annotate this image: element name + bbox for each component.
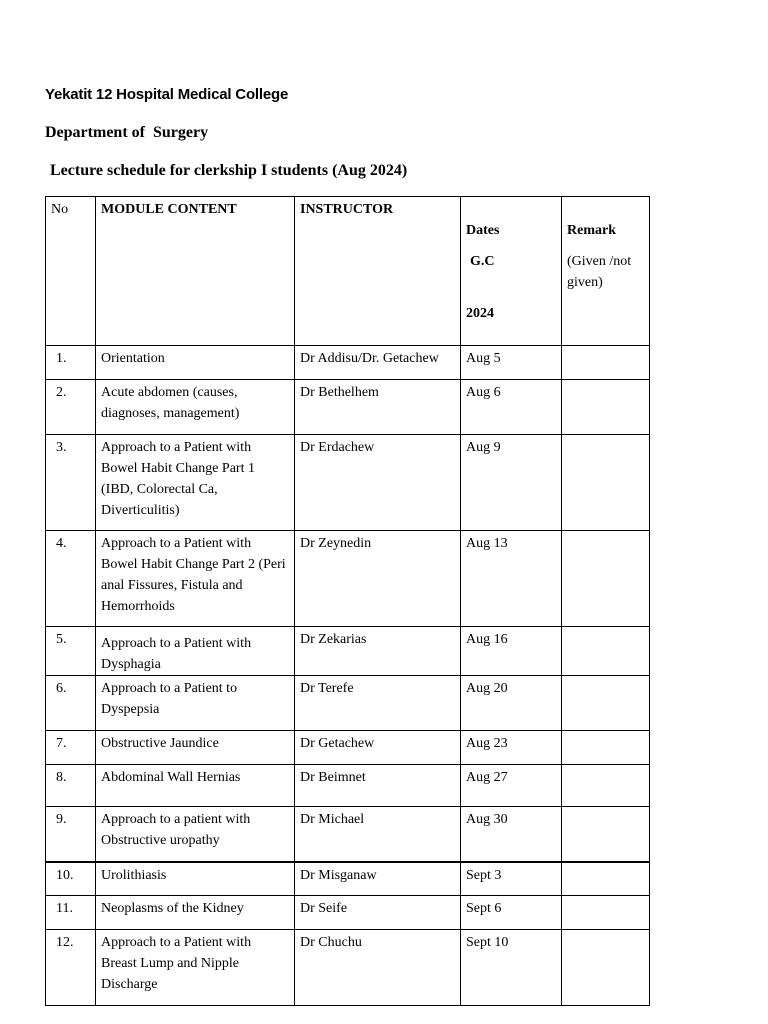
date-cell: Sept 10 bbox=[461, 930, 562, 1006]
date-cell: Aug 27 bbox=[461, 765, 562, 807]
schedule-title: Lecture schedule for clerkship I students (Aug 2024) bbox=[50, 162, 408, 179]
header-dates bbox=[461, 197, 562, 346]
date-cell: Aug 16 bbox=[461, 627, 562, 676]
remark-cell bbox=[562, 676, 650, 731]
remark-cell bbox=[562, 807, 650, 862]
table-row bbox=[46, 896, 650, 930]
module-content-cell: Approach to a Patient with Bowel Habit Change Part 2 (Peri anal Fissures, Fistula and Hemorrhoids bbox=[96, 531, 295, 627]
table-row bbox=[46, 765, 650, 807]
header-dates-year: 2024 bbox=[466, 306, 494, 321]
header-remark-label: Remark bbox=[567, 223, 616, 238]
row-number: 5. bbox=[46, 627, 96, 676]
table-row bbox=[46, 731, 650, 765]
header-dates-calendar: G.C bbox=[470, 254, 495, 269]
instructor-cell: Dr Beimnet bbox=[295, 765, 461, 807]
remark-cell bbox=[562, 731, 650, 765]
row-number: 6. bbox=[46, 676, 96, 731]
module-content-cell: Abdominal Wall Hernias bbox=[96, 765, 295, 807]
table-row bbox=[46, 676, 650, 731]
table-header-row bbox=[46, 197, 650, 346]
row-number: 4. bbox=[46, 531, 96, 627]
row-number: 11. bbox=[46, 896, 96, 930]
remark-cell bbox=[562, 765, 650, 807]
row-number: 7. bbox=[46, 731, 96, 765]
module-content-cell: Approach to a Patient with Bowel Habit Change Part 1 (IBD, Colorectal Ca, Diverticulitis) bbox=[96, 435, 295, 531]
instructor-cell: Dr Chuchu bbox=[295, 930, 461, 1006]
table-row bbox=[46, 930, 650, 1006]
module-content-cell: Approach to a Patient with Dysphagia bbox=[96, 627, 295, 676]
date-cell: Sept 3 bbox=[461, 862, 562, 896]
remark-cell bbox=[562, 435, 650, 531]
module-content-cell: Approach to a Patient to Dyspepsia bbox=[96, 676, 295, 731]
date-cell: Aug 20 bbox=[461, 676, 562, 731]
date-cell: Aug 5 bbox=[461, 346, 562, 380]
header-instructor: INSTRUCTOR bbox=[295, 197, 461, 346]
date-cell: Aug 30 bbox=[461, 807, 562, 862]
table-row bbox=[46, 380, 650, 435]
instructor-cell: Dr Addisu/Dr. Getachew bbox=[295, 346, 461, 380]
row-number: 2. bbox=[46, 380, 96, 435]
module-content-cell: Orientation bbox=[96, 346, 295, 380]
module-content-cell: Approach to a patient with Obstructive uropathy bbox=[96, 807, 295, 862]
lecture-schedule-table bbox=[45, 196, 650, 1006]
row-number: 10. bbox=[46, 862, 96, 896]
header-remark bbox=[562, 197, 650, 346]
remark-cell bbox=[562, 380, 650, 435]
table-row bbox=[46, 346, 650, 380]
instructor-cell: Dr Zeynedin bbox=[295, 531, 461, 627]
row-number: 1. bbox=[46, 346, 96, 380]
module-content-cell: Obstructive Jaundice bbox=[96, 731, 295, 765]
instructor-cell: Dr Zekarias bbox=[295, 627, 461, 676]
remark-cell bbox=[562, 862, 650, 896]
table-row bbox=[46, 807, 650, 862]
table-row bbox=[46, 862, 650, 896]
remark-cell bbox=[562, 896, 650, 930]
module-content-cell: Urolithiasis bbox=[96, 862, 295, 896]
table-row bbox=[46, 531, 650, 627]
header-no: No bbox=[46, 197, 96, 346]
department-title: Department of Surgery bbox=[45, 124, 209, 141]
instructor-cell: Dr Getachew bbox=[295, 731, 461, 765]
row-number: 9. bbox=[46, 807, 96, 862]
module-content-cell: Approach to a Patient with Breast Lump and Nipple Discharge bbox=[96, 930, 295, 1006]
row-number: 3. bbox=[46, 435, 96, 531]
instructor-cell: Dr Misganaw bbox=[295, 862, 461, 896]
date-cell: Aug 23 bbox=[461, 731, 562, 765]
module-content-cell: Neoplasms of the Kidney bbox=[96, 896, 295, 930]
remark-cell bbox=[562, 930, 650, 1006]
table-row bbox=[46, 435, 650, 531]
header-remark-note: (Given /not given) bbox=[567, 254, 632, 290]
date-cell: Sept 6 bbox=[461, 896, 562, 930]
remark-cell bbox=[562, 346, 650, 380]
date-cell: Aug 6 bbox=[461, 380, 562, 435]
remark-cell bbox=[562, 531, 650, 627]
row-number: 8. bbox=[46, 765, 96, 807]
instructor-cell: Dr Seife bbox=[295, 896, 461, 930]
remark-cell bbox=[562, 627, 650, 676]
instructor-cell: Dr Erdachew bbox=[295, 435, 461, 531]
header-module-content: MODULE CONTENT bbox=[96, 197, 295, 346]
instructor-cell: Dr Terefe bbox=[295, 676, 461, 731]
instructor-cell: Dr Michael bbox=[295, 807, 461, 862]
module-content-cell: Acute abdomen (causes, diagnoses, management) bbox=[96, 380, 295, 435]
date-cell: Aug 9 bbox=[461, 435, 562, 531]
header-dates-label: Dates bbox=[466, 223, 500, 238]
instructor-cell: Dr Bethelhem bbox=[295, 380, 461, 435]
table-row bbox=[46, 627, 650, 676]
row-number: 12. bbox=[46, 930, 96, 1006]
date-cell: Aug 13 bbox=[461, 531, 562, 627]
college-name: Yekatit 12 Hospital Medical College bbox=[45, 86, 289, 103]
